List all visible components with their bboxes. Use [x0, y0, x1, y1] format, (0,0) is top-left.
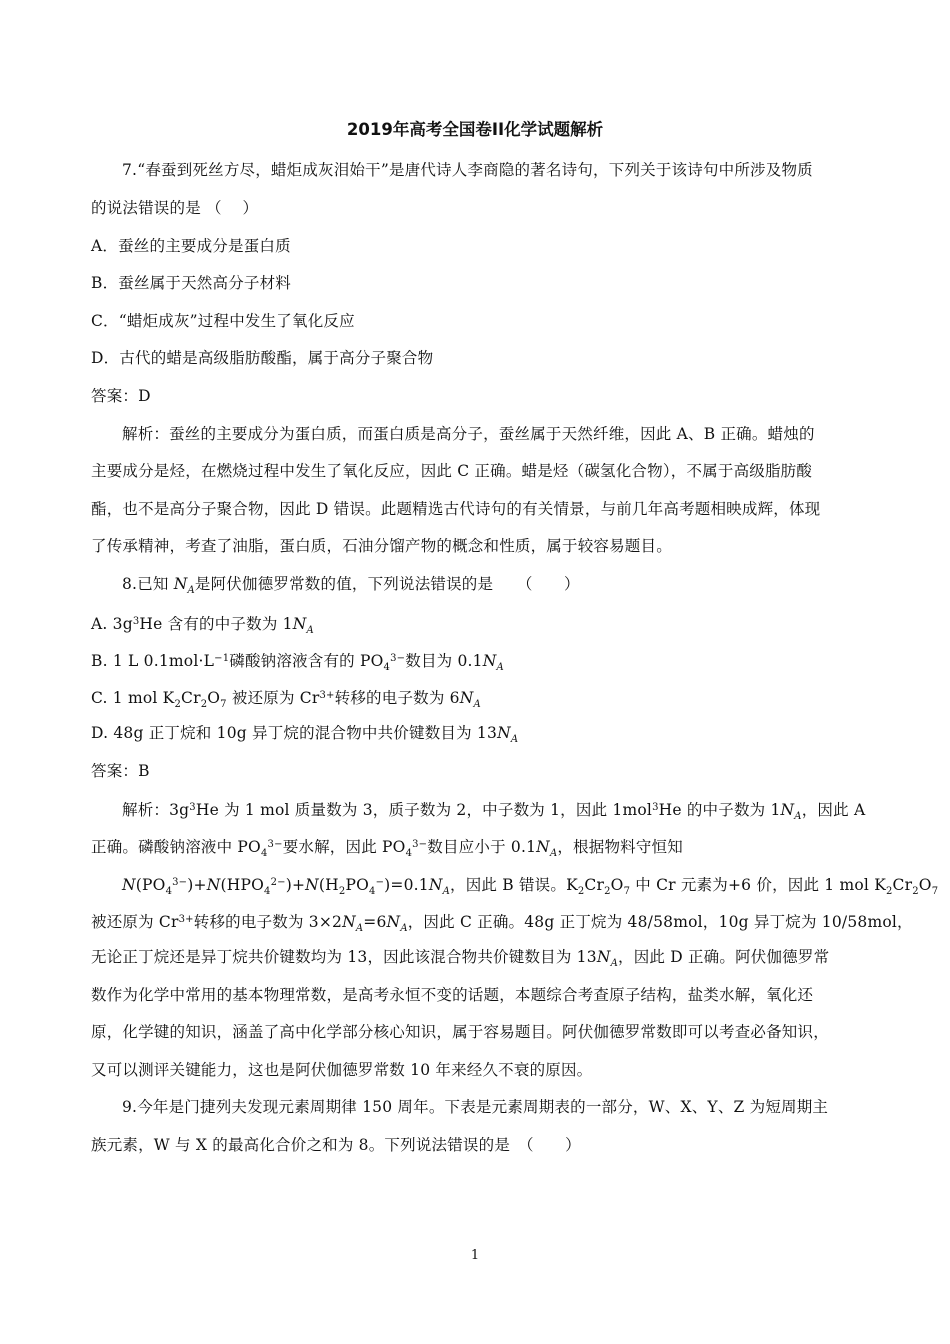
- subscript-4: 4: [369, 886, 376, 897]
- subscript-a: A: [510, 734, 519, 745]
- q8-stem-suffix: 是阿伏伽德罗常数的值，下列说法错误的是 （ ）: [194, 575, 580, 593]
- q8-option-d-text: D. 48g 正丁烷和 10g 异丁烷的混合物中共价键数目为 13: [91, 724, 498, 742]
- q8-exp3-text-b: )+: [187, 876, 207, 894]
- symbol-o: O: [918, 876, 932, 894]
- q8-explanation-line-6: 数作为化学中常用的基本物理常数，是高考永恒不变的话题，本题综合考查原子结构，盐类水解，氧化还: [91, 986, 814, 1004]
- q8-exp3-text-e: (H: [318, 876, 339, 894]
- q8-option-b-text-2: 磷酸钠溶液含有的 PO: [229, 652, 384, 670]
- q8-exp5-text-b: ，因此 D 正确。阿伏伽德罗常: [618, 948, 830, 966]
- q7-explanation-line-4: 了传承精神，考查了油脂，蛋白质，石油分馏产物的概念和性质，属于较容易题目。: [91, 537, 672, 555]
- subscript-4: 4: [264, 886, 271, 897]
- charge-1minus: −: [375, 877, 385, 888]
- subscript-a: A: [610, 958, 618, 969]
- q8-explanation-line-5: [91, 947, 829, 974]
- symbol-n: N: [497, 724, 511, 742]
- q8-stem: [122, 574, 580, 601]
- mass-number-3: 3: [132, 616, 140, 627]
- q8-option-c-text-2: 被还原为 Cr: [231, 689, 320, 707]
- subscript-7: 7: [623, 886, 631, 897]
- symbol-cr: Cr: [181, 689, 201, 707]
- symbol-n: N: [292, 615, 307, 633]
- q8-exp3-text-g: )=0.1: [384, 876, 429, 894]
- subscript-a: A: [306, 625, 314, 636]
- q8-exp2-text-d: ，根据物料守恒知: [557, 838, 683, 856]
- q9-stem-line-1: 9.今年是门捷列夫发现元素周期律 150 周年。下表是元素周期表的一部分，W、X、Y、Z 为短周期主: [122, 1098, 829, 1116]
- charge-3plus: 3+: [319, 690, 335, 701]
- q8-exp3-text-d: )+: [285, 876, 306, 894]
- q8-option-b-text-1: B. 1 L 0.1mol·L: [91, 652, 215, 670]
- symbol-n: N: [386, 913, 401, 931]
- symbol-o: O: [610, 876, 624, 894]
- q8-exp3-text-c: (HPO: [220, 876, 264, 894]
- q7-option-b: B．蚕丝属于天然高分子材料: [91, 274, 291, 292]
- q7-answer: 答案：D: [91, 387, 151, 405]
- q8-option-c: [91, 686, 481, 715]
- symbol-n: N: [459, 689, 474, 707]
- q7-explanation-line-2: 主要成分是烃，在燃烧过程中发生了氧化反应，因此 C 正确。蜡是烃（碳氢化合物），不属于高级脂肪酸: [91, 462, 813, 480]
- symbol-n: N: [206, 876, 221, 894]
- q8-option-c-text-1: C. 1 mol K: [91, 689, 175, 707]
- q8-exp3-text-i: 中 Cr 元素为+6 价，因此 1 mol K: [630, 876, 886, 894]
- mass-number-3: 3: [652, 802, 659, 813]
- subscript-2: 2: [174, 699, 182, 710]
- charge-3plus: 3+: [178, 914, 194, 925]
- symbol-n: N: [428, 876, 443, 894]
- symbol-n: N: [173, 575, 188, 593]
- subscript-a: A: [549, 848, 558, 859]
- q8-exp1-text-b: He 为 1 mol 质量数为 3，质子数为 2，中子数为 1，因此 1mol: [195, 801, 653, 819]
- subscript-2: 2: [604, 886, 611, 897]
- q8-explanation-line-2: [91, 835, 683, 864]
- subscript-a: A: [442, 886, 451, 897]
- symbol-cr: Cr: [892, 876, 913, 894]
- q8-exp2-text-b: 要水解，因此 PO: [282, 838, 406, 856]
- page-title: 2019年高考全国卷II化学试题解析: [346, 120, 604, 139]
- subscript-2: 2: [885, 886, 893, 897]
- symbol-n: N: [342, 913, 356, 931]
- symbol-n: N: [780, 801, 795, 819]
- q8-exp4-text-d: ，因此 C 正确。48g 正丁烷为 48/58mol，10g 异丁烷为 10/58mol，: [407, 913, 913, 931]
- subscript-7: 7: [220, 699, 227, 710]
- subscript-4: 4: [405, 848, 413, 859]
- q8-option-d: [91, 723, 518, 750]
- q8-exp4-text-b: 转移的电子数为 3×2: [193, 913, 343, 931]
- subscript-a: A: [187, 585, 195, 596]
- charge-3minus: 3−: [390, 653, 406, 664]
- q7-option-a: A．蚕丝的主要成分是蛋白质: [91, 237, 291, 255]
- subscript-a: A: [794, 811, 802, 822]
- q8-exp3-text-h: ，因此 B 错误。K: [450, 876, 578, 894]
- subscript-4: 4: [165, 886, 173, 897]
- q8-option-c-text-3: 转移的电子数为 6: [334, 689, 460, 707]
- q8-exp5-text-a: 无论正丁烷还是异丁烷共价键数均为 13，因此该混合物共价键数目为 13: [91, 948, 597, 966]
- page-number: 1: [470, 1248, 480, 1263]
- symbol-n: N: [305, 876, 319, 894]
- q8-exp3-text-a: (PO: [135, 876, 166, 894]
- q8-stem-prefix: 8.已知: [122, 575, 174, 593]
- subscript-a: A: [496, 662, 504, 673]
- q8-explanation-line-7: 原，化学键的知识，涵盖了高中化学部分核心知识，属于容易题目。阿伏伽德罗常数即可以考查必备知识，: [91, 1023, 829, 1041]
- subscript-2: 2: [912, 886, 919, 897]
- subscript-2: 2: [338, 886, 346, 897]
- subscript-a: A: [355, 923, 364, 934]
- symbol-o: O: [207, 689, 221, 707]
- superscript-neg1: −1: [214, 653, 230, 664]
- q7-option-d: D．古代的蜡是高级脂肪酸酯，属于高分子聚合物: [91, 349, 434, 367]
- q8-exp3-text-f: PO: [345, 876, 369, 894]
- subscript-4: 4: [260, 848, 268, 859]
- symbol-n: N: [596, 948, 611, 966]
- q8-exp1-text-a: 解析：3g: [122, 801, 190, 819]
- subscript-a: A: [400, 923, 408, 934]
- q8-exp4-text-a: 被还原为 Cr: [91, 913, 179, 931]
- mass-number-3: 3: [189, 802, 196, 813]
- q8-option-b: [91, 649, 504, 678]
- subscript-7: 7: [931, 886, 939, 897]
- q7-option-c: C．“蜡炬成灰”过程中发生了氧化反应: [91, 312, 355, 330]
- q8-option-b-text-3: 数目为 0.1: [405, 652, 483, 670]
- subscript-2: 2: [200, 699, 208, 710]
- q7-explanation-line-3: 酯，也不是高分子聚合物，因此 D 错误。此题精选古代诗句的有关情景，与前几年高考题相映成辉，体现: [91, 500, 821, 518]
- q8-exp1-text-d: ，因此 A: [801, 801, 866, 819]
- q7-stem-line-1: 7.“春蚕到死丝方尽，蜡炬成灰泪始干”是唐代诗人李商隐的著名诗句，下列关于该诗句中所涉及物质: [122, 161, 813, 179]
- charge-3minus: 3−: [412, 839, 428, 850]
- q8-explanation-line-4: [91, 910, 913, 939]
- q8-option-a-text-2: He 含有的中子数为 1: [139, 615, 293, 633]
- charge-3minus: 3−: [267, 839, 283, 850]
- q8-explanation-line-8: 又可以测评关键能力，这也是阿伏伽德罗常数 10 年来经久不衰的原因。: [91, 1061, 593, 1079]
- q8-option-a-text-1: A. 3g: [91, 615, 133, 633]
- subscript-4: 4: [383, 662, 391, 673]
- q8-exp2-text-c: 数目应小于 0.1: [427, 838, 537, 856]
- charge-3minus: 3−: [172, 877, 188, 888]
- q7-explanation-line-1: 解析：蚕丝的主要成分为蛋白质，而蛋白质是高分子，蚕丝属于天然纤维，因此 A、B 正确。蜡烛的: [122, 425, 815, 443]
- q8-explanation-line-1: [122, 798, 865, 827]
- q8-option-a: [91, 612, 314, 641]
- q8-exp1-text-c: He 的中子数为 1: [658, 801, 781, 819]
- symbol-n: N: [482, 652, 497, 670]
- subscript-2: 2: [577, 886, 585, 897]
- symbol-n: N: [122, 876, 136, 894]
- q8-exp2-text-a: 正确。磷酸钠溶液中 PO: [91, 838, 261, 856]
- q8-explanation-line-3: [122, 873, 938, 902]
- q8-answer: 答案：B: [91, 762, 150, 780]
- charge-2minus: 2−: [270, 877, 286, 888]
- q8-exp4-text-c: =6: [363, 913, 387, 931]
- symbol-cr: Cr: [584, 876, 605, 894]
- q9-stem-line-2: 族元素，W 与 X 的最高化合价之和为 8。下列说法错误的是 （ ）: [91, 1136, 581, 1154]
- subscript-a: A: [473, 699, 481, 710]
- q7-stem-line-2: 的说法错误的是 （ ）: [91, 199, 259, 217]
- symbol-n: N: [536, 838, 550, 856]
